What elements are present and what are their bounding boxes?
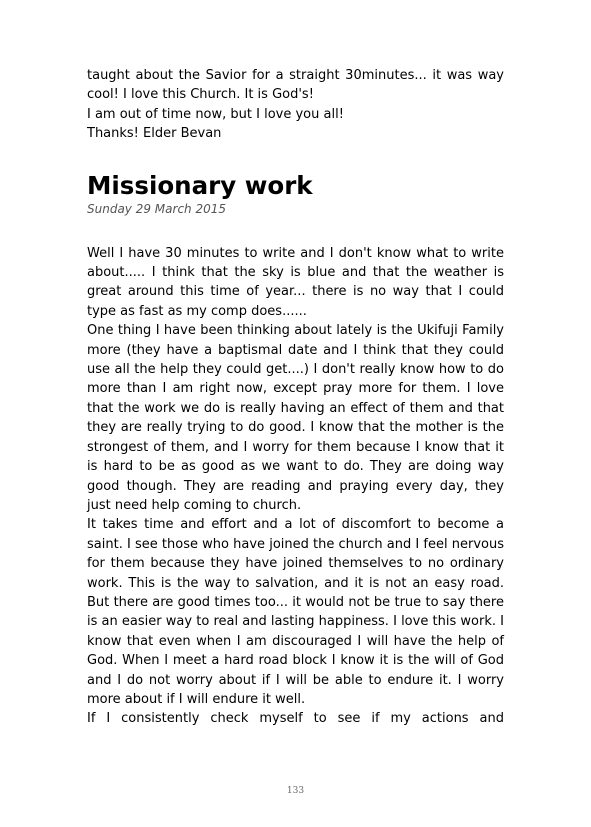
post-paragraph-2: One thing I have been thinking about lately is the Ukifuji Family more (they have a baptismal date and I think that they could use all the help they could get....) I don't really know how to do more than I am right now, except pray more for them. I love that the work we do is really having an effect of them and that they are really trying to do good. I know that the mother is the strongest of them, and I worry for them because I know that it is hard to be as good as we want to do. They are doing way good though. They are reading and praying every day, they just need help coming to church. <box>87 323 504 513</box>
page-number: 133 <box>286 786 305 796</box>
page-content <box>87 66 504 729</box>
post-paragraph-1: Well I have 30 minutes to write and I don't know what to write about..... I think that the sky is blue and that the weather is great around this time of year... there is no way that I could type as fast as my comp does...... <box>87 245 504 319</box>
intro-paragraph-2: I am out of time now, but I love you all! <box>87 106 344 122</box>
post-paragraph-3: It takes time and effort and a lot of discomfort to become a saint. I see those who have joined the church and I feel nervous for them because they have joined themselves to no ordinary work. This is the way to salvation, and it is not an easy road. But there are good times too... it would not be true to say there is an easier way to real and lasting happiness. I love this work. I know that even when I am discouraged I will have the help of God. When I meet a hard road block I know it is the will of God and I do not worry about if I will be able to endure it. I worry more about if I will endure it well. <box>87 517 504 707</box>
post-paragraph-4: If I consistently check myself to see if my actions and <box>87 711 504 727</box>
post-title: Missionary work <box>87 170 313 200</box>
intro-paragraph-1: taught about the Savior for a straight 30minutes... it was way cool! I love this Church. It is God's! <box>87 68 504 103</box>
post-date: Sunday 29 March 2015 <box>87 201 226 216</box>
intro-paragraph-3: Thanks! Elder Bevan <box>87 126 222 142</box>
